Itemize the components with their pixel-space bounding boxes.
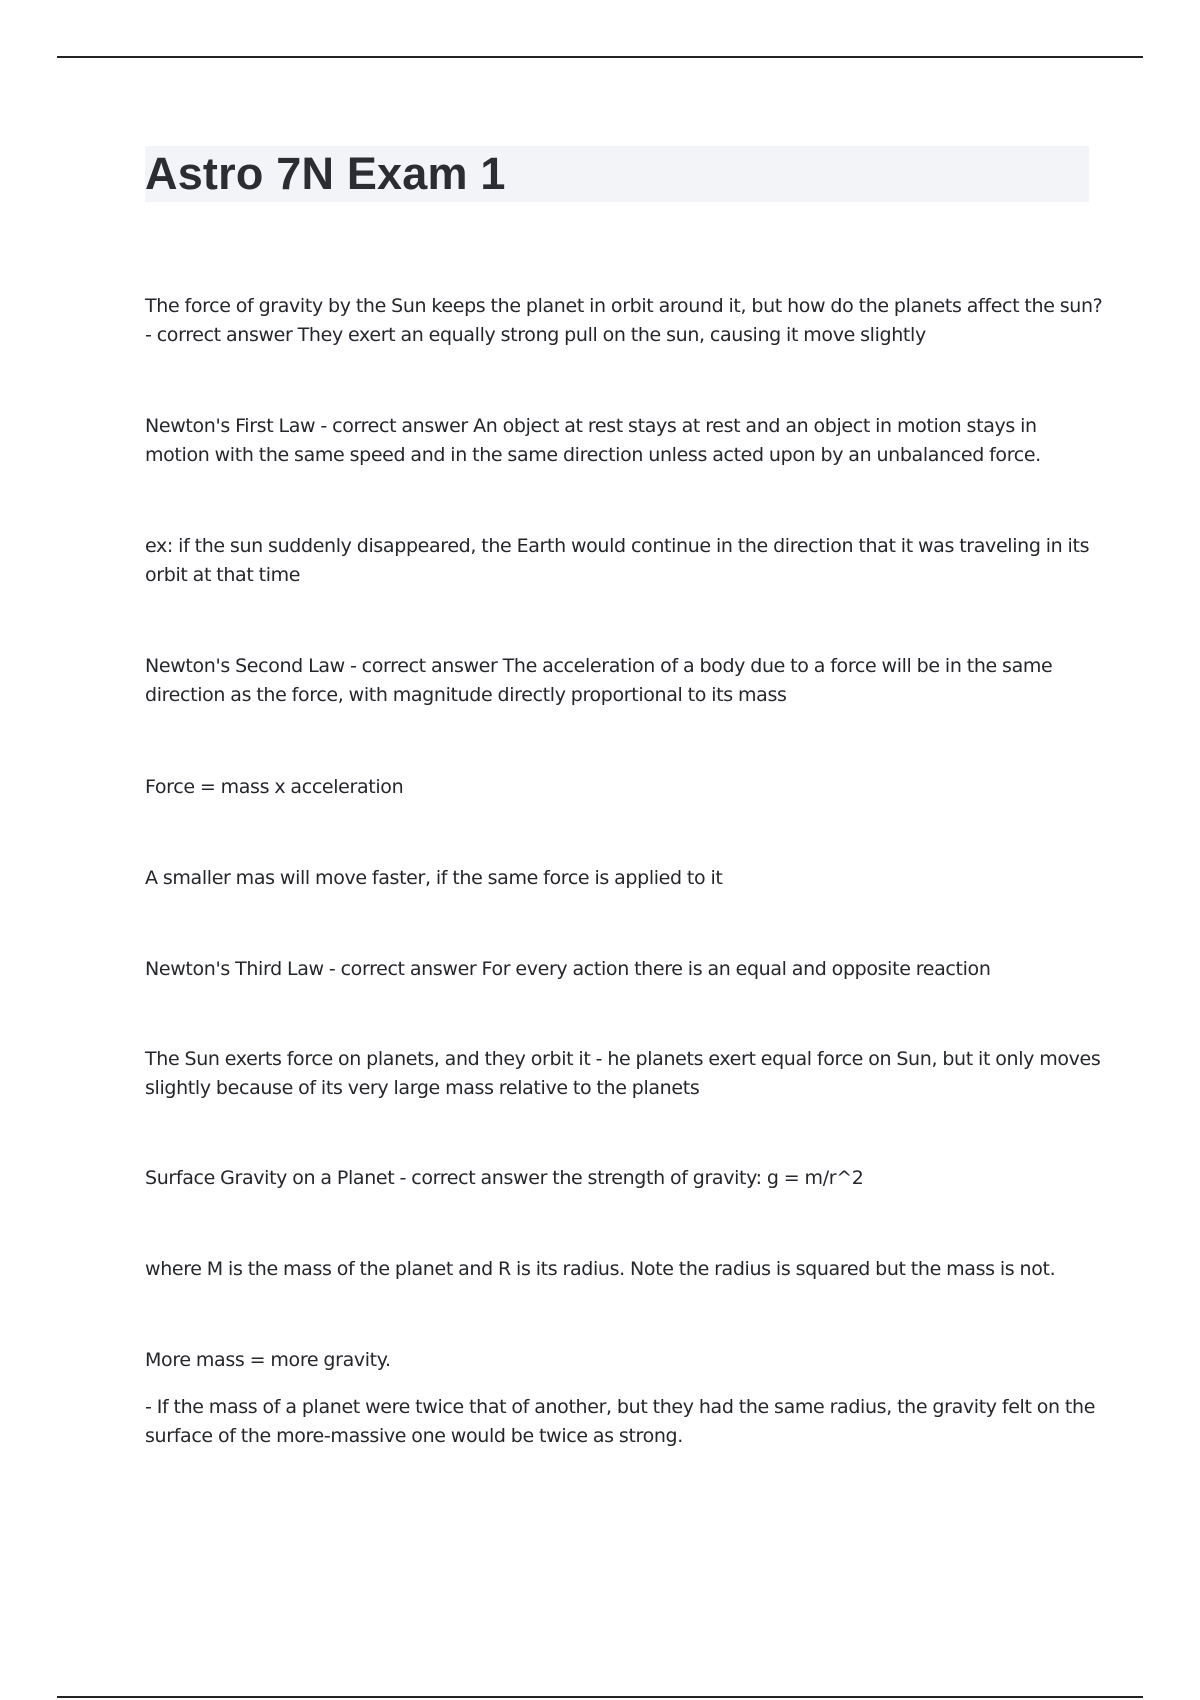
text-line: ex: if the sun suddenly disappeared, the Earth would continue in the direction that it was traveling in its [145,535,1090,557]
paragraph-force-equation [145,773,1095,802]
paragraph-newtons-second-law [145,652,1095,710]
text-line: More mass = more gravity. [145,1349,391,1371]
paragraph-newtons-third-law [145,955,1095,984]
bottom-divider [57,1696,1143,1698]
text-line: motion with the same speed and in the same direction unless acted upon by an unbalanced force. [145,444,1041,466]
text-line: - If the mass of a planet were twice that of another, but they had the same radius, the gravity felt on the [145,1396,1096,1418]
text-line: The Sun exerts force on planets, and they orbit it - he planets exert equal force on Sun, but it only moves [145,1048,1101,1070]
paragraph-sun-exerts-force [145,1045,1101,1103]
paragraph-mass-radius-note [145,1255,1095,1284]
text-line: Newton's Third Law - correct answer For every action there is an equal and opposite reaction [145,958,991,980]
text-line: Force = mass x acceleration [145,776,404,798]
paragraph-newtons-first-law [145,412,1095,470]
text-line: surface of the more-massive one would be twice as strong. [145,1425,683,1447]
top-divider [57,56,1143,58]
text-line: Surface Gravity on a Planet - correct answer the strength of gravity: g = m/r^2 [145,1167,864,1189]
text-line: direction as the force, with magnitude directly proportional to its mass [145,684,787,706]
text-line: where M is the mass of the planet and R is its radius. Note the radius is squared but the mass is not. [145,1258,1056,1280]
text-line: orbit at that time [145,564,301,586]
text-line: A smaller mas will move faster, if the same force is applied to it [145,867,723,889]
paragraph-twice-mass-example [145,1393,1095,1451]
text-line: slightly because of its very large mass relative to the planets [145,1077,700,1099]
text-line: Newton's Second Law - correct answer The acceleration of a body due to a force will be in the same [145,655,1053,677]
paragraph-surface-gravity [145,1164,1095,1193]
paragraph-gravity-planets-affect-sun [145,292,1103,350]
paragraph-more-mass-more-gravity [145,1346,1095,1375]
text-line: Newton's First Law - correct answer An object at rest stays at rest and an object in motion stays in [145,415,1037,437]
paragraph-first-law-example [145,532,1095,590]
text-line: The force of gravity by the Sun keeps the planet in orbit around it, but how do the planets affect the sun? [145,295,1103,317]
document-title: Astro 7N Exam 1 [145,148,506,199]
paragraph-smaller-mass [145,864,1095,893]
text-line: - correct answer They exert an equally strong pull on the sun, causing it move slightly [145,324,926,346]
